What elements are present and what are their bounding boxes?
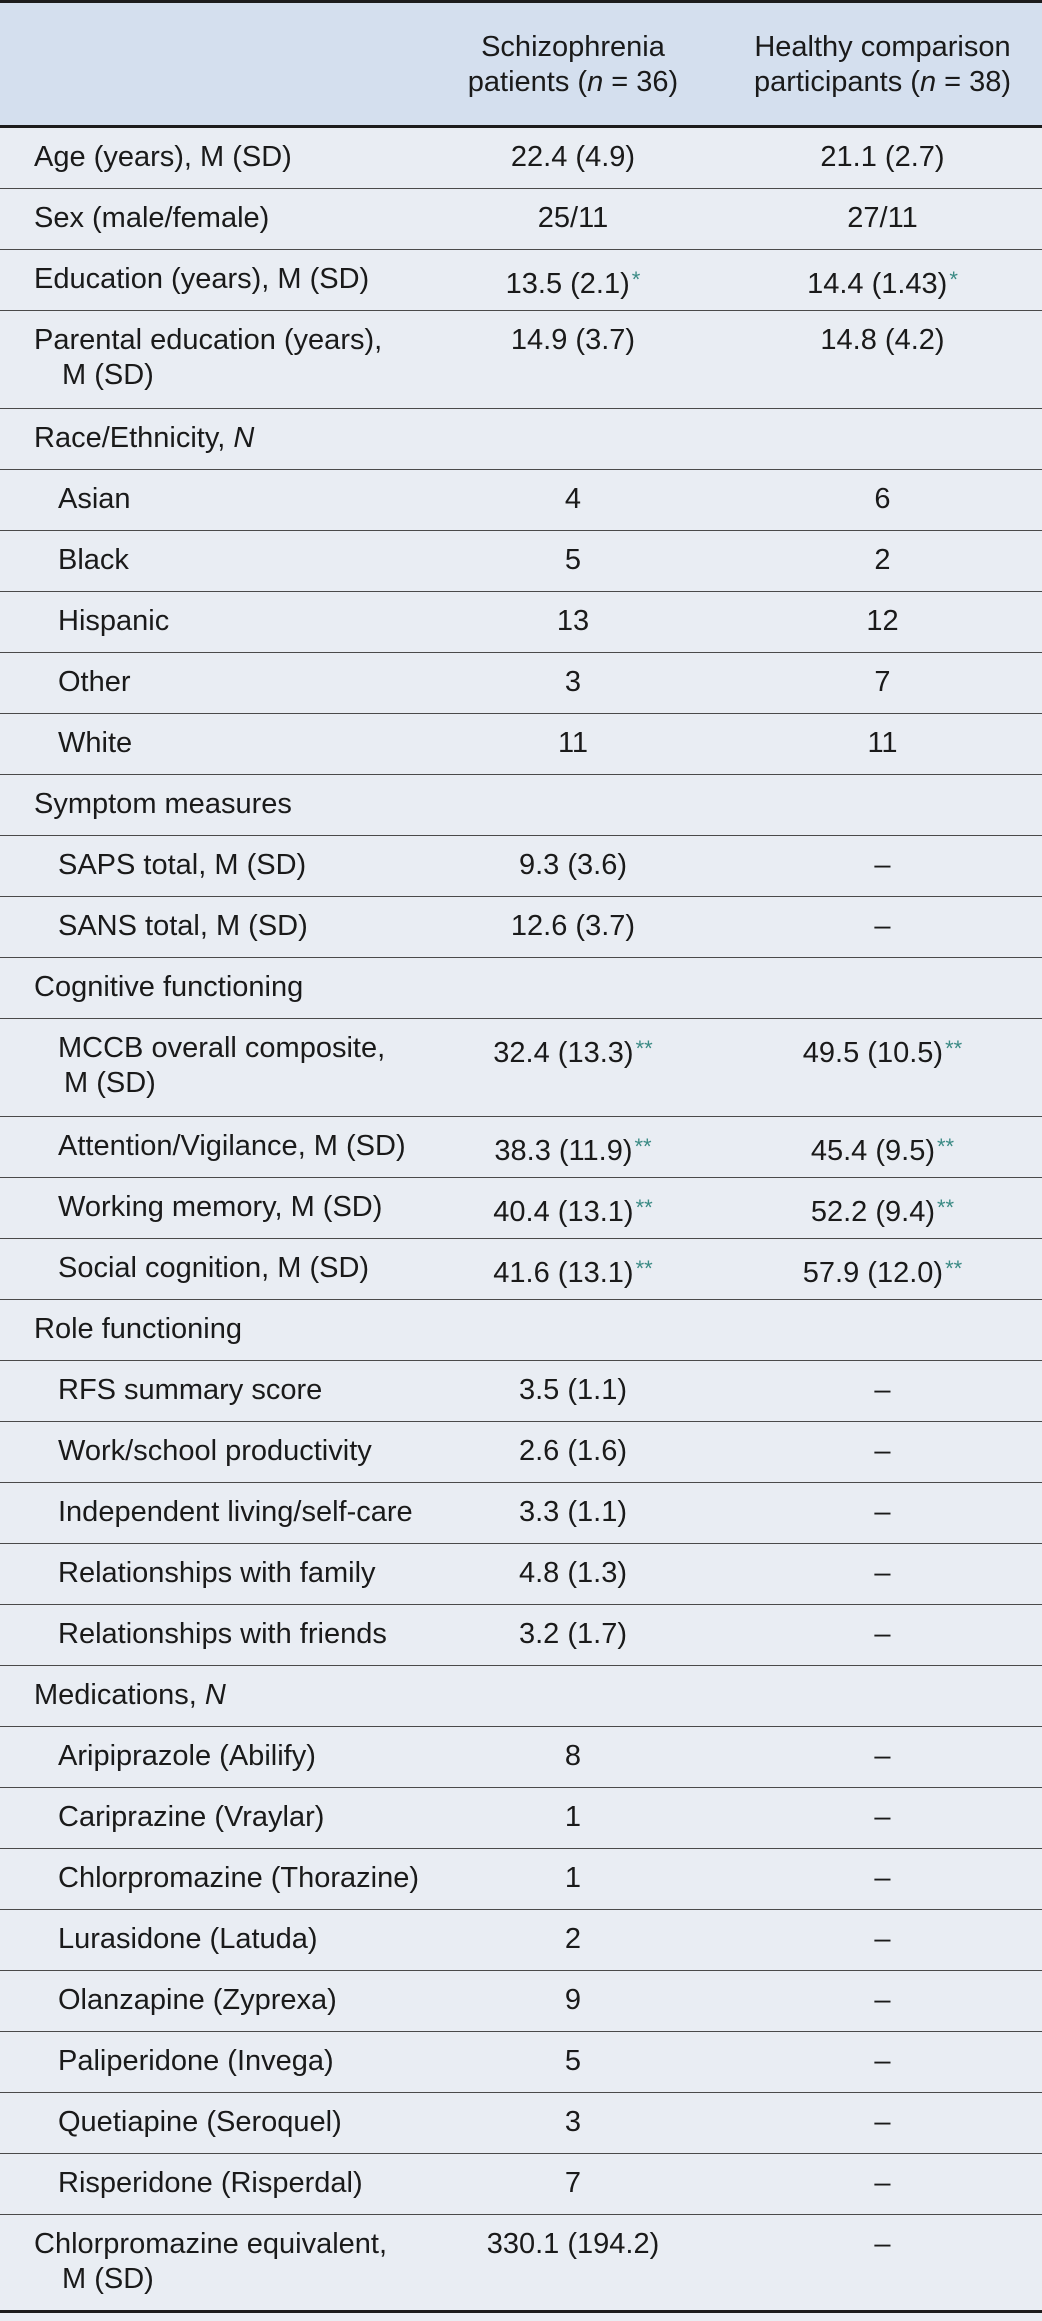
table-header (0, 0, 1042, 128)
row-hc-value: – (874, 1374, 891, 1406)
table-row (0, 1605, 1042, 1666)
row-hc-value: 6 (874, 483, 891, 515)
table-row (0, 1019, 1042, 1117)
row-hc-cell (723, 250, 1042, 310)
section-row (0, 409, 1042, 470)
row-hc-value: 52.2 (9.4) (810, 1196, 935, 1228)
row-sz-value: 25/11 (537, 202, 609, 234)
row-hc-value: – (874, 1496, 891, 1528)
table-row (0, 1117, 1042, 1178)
row-sz-value: 330.1 (194.2) (486, 2228, 660, 2260)
row-label: SAPS total, M (SD) (58, 849, 307, 881)
header-hc-line1: Healthy comparison (754, 31, 1011, 63)
row-label: Attention/Vigilance, M (SD) (58, 1130, 406, 1162)
header-sz-line1: Schizophrenia (481, 31, 665, 63)
row-sz-cell (423, 250, 723, 310)
table-row (0, 1849, 1042, 1910)
row-hc-value: – (874, 2045, 891, 2077)
table-row (0, 1422, 1042, 1483)
row-hc-value: – (874, 849, 891, 881)
row-sz-cell (423, 1239, 723, 1299)
table-row (0, 836, 1042, 897)
significance-marker: ** (635, 1036, 653, 1061)
table-row (0, 1239, 1042, 1300)
row-label-line1: Chlorpromazine equivalent, (34, 2228, 388, 2260)
row-label: Risperidone (Risperdal) (58, 2167, 363, 2199)
row-label: Work/school productivity (58, 1435, 372, 1467)
table-row (0, 897, 1042, 958)
row-label: RFS summary score (58, 1374, 323, 1406)
significance-marker: ** (945, 1036, 963, 1061)
row-sz-value: 11 (557, 727, 589, 759)
table-row (0, 714, 1042, 775)
row-hc-value: 11 (867, 727, 898, 759)
row-sz-value: 4.8 (1.3) (519, 1557, 627, 1589)
header-hc-prefix: participants ( (753, 66, 920, 98)
section-label: Role functioning (34, 1313, 242, 1345)
empty-cell (723, 409, 1042, 469)
row-hc-value: – (874, 1923, 891, 1955)
table-row (0, 1544, 1042, 1605)
row-sz-value: 41.6 (13.1) (493, 1257, 634, 1289)
row-sz-value: 3.3 (1.1) (519, 1496, 627, 1528)
table-row (0, 189, 1042, 250)
row-hc-cell (723, 1019, 1042, 1116)
row-label (0, 2215, 423, 2310)
table-row (0, 1971, 1042, 2032)
row-sz-value: 13 (556, 605, 590, 637)
header-hc-suffix: = 38) (936, 66, 1012, 98)
row-hc-value: 2 (874, 544, 891, 576)
row-sz-value: 7 (564, 2167, 582, 2199)
row-label-line2: M (SD) (64, 1067, 156, 1099)
row-hc-value: – (874, 910, 891, 942)
row-label: SANS total, M (SD) (58, 910, 308, 942)
row-label: Cariprazine (Vraylar) (58, 1801, 325, 1833)
table-row (0, 250, 1042, 311)
table-row (0, 1727, 1042, 1788)
table-row (0, 2032, 1042, 2093)
significance-marker: ** (937, 1134, 955, 1159)
row-label: Working memory, M (SD) (58, 1191, 383, 1223)
row-label: Lurasidone (Latuda) (58, 1923, 318, 1955)
row-sz-cell (423, 1019, 723, 1116)
row-sz-value: 5 (564, 544, 582, 576)
header-blank-cell (0, 3, 423, 125)
row-label: Other (58, 666, 131, 698)
significance-marker: ** (945, 1256, 963, 1281)
significance-marker: * (631, 267, 641, 292)
empty-cell (423, 958, 723, 1018)
row-hc-value: 49.5 (10.5) (802, 1037, 944, 1069)
table-row (0, 1788, 1042, 1849)
row-sz-value: 3 (564, 2106, 582, 2138)
row-label (0, 311, 423, 408)
row-sz-value: 9.3 (3.6) (519, 849, 627, 881)
row-sz-value: 5 (564, 2045, 582, 2077)
table-row (0, 2093, 1042, 2154)
row-hc-value: 45.4 (9.5) (810, 1135, 935, 1167)
table-row (0, 2215, 1042, 2313)
row-label: Age (years), M (SD) (34, 141, 292, 173)
row-sz-value: 40.4 (13.1) (493, 1196, 634, 1228)
row-label-line1: MCCB overall composite, (58, 1032, 386, 1064)
header-schizophrenia (423, 3, 723, 125)
header-sz-n: n (587, 66, 604, 98)
row-label: Education (years), M (SD) (34, 263, 370, 295)
row-sz-value: 9 (564, 1984, 582, 2016)
empty-cell (423, 409, 723, 469)
row-label (0, 1019, 423, 1116)
section-label-text: Race/Ethnicity, (34, 422, 234, 454)
row-hc-cell (723, 1117, 1042, 1177)
row-label: Olanzapine (Zyprexa) (58, 1984, 337, 2016)
row-label: Asian (58, 483, 131, 515)
row-sz-value: 32.4 (13.3) (493, 1037, 634, 1069)
section-row (0, 1666, 1042, 1727)
table-row (0, 531, 1042, 592)
row-sz-value: 12.6 (3.7) (510, 910, 636, 942)
row-label: Black (58, 544, 129, 576)
section-row (0, 1300, 1042, 1361)
row-hc-value: – (874, 1862, 891, 1894)
row-sz-value: 1 (564, 1801, 582, 1833)
row-label: Paliperidone (Invega) (58, 2045, 334, 2077)
table-row (0, 592, 1042, 653)
empty-cell (423, 1666, 723, 1726)
section-label-n: N (233, 422, 255, 454)
significance-marker: ** (635, 1256, 653, 1281)
row-hc-value: – (874, 1801, 891, 1833)
row-label: Social cognition, M (SD) (58, 1252, 370, 1284)
row-label-line1: Parental education (years), (34, 324, 383, 356)
row-hc-value: 12 (866, 605, 899, 637)
row-sz-value: 3.5 (1.1) (519, 1374, 627, 1406)
row-label: Quetiapine (Seroquel) (58, 2106, 342, 2138)
row-label: Relationships with family (58, 1557, 376, 1589)
row-hc-value: – (874, 2167, 891, 2199)
empty-cell (423, 1300, 723, 1360)
row-sz-value: 38.3 (11.9) (494, 1135, 633, 1167)
row-sz-value: 14.9 (3.7) (510, 324, 636, 356)
row-sz-cell (423, 1178, 723, 1238)
row-hc-value: 14.4 (1.43) (807, 268, 948, 300)
row-hc-value: – (874, 1740, 891, 1772)
section-row (0, 775, 1042, 836)
header-sz-suffix: = 36) (603, 66, 679, 98)
row-hc-value: 21.1 (2.7) (820, 141, 945, 173)
row-label: Relationships with friends (58, 1618, 387, 1650)
table-row (0, 128, 1042, 189)
row-hc-value: – (874, 1435, 891, 1467)
row-label-line2: M (SD) (62, 2263, 154, 2295)
table-row (0, 1361, 1042, 1422)
row-sz-cell (423, 1117, 723, 1177)
row-label: Hispanic (58, 605, 170, 637)
row-label: Chlorpromazine (Thorazine) (58, 1862, 420, 1894)
row-hc-cell (723, 1178, 1042, 1238)
row-sz-value: 3.2 (1.7) (519, 1618, 627, 1650)
row-sz-value: 4 (564, 483, 582, 515)
row-hc-value: – (874, 2106, 891, 2138)
row-hc-value: – (874, 1984, 891, 2016)
significance-marker: ** (634, 1134, 652, 1159)
table-row (0, 311, 1042, 409)
table-row (0, 1483, 1042, 1544)
header-hc-n: n (919, 66, 937, 98)
row-sz-value: 8 (564, 1740, 582, 1772)
significance-marker: * (949, 267, 958, 292)
section-label: Cognitive functioning (34, 971, 304, 1003)
row-label: Independent living/self-care (58, 1496, 413, 1528)
row-label: White (58, 727, 133, 759)
row-hc-value: 27/11 (847, 202, 918, 234)
significance-marker: ** (635, 1195, 653, 1220)
row-sz-value: 2 (564, 1923, 582, 1955)
row-hc-cell (723, 1239, 1042, 1299)
row-hc-value: – (874, 1557, 891, 1589)
table-row (0, 1910, 1042, 1971)
empty-cell (723, 1666, 1042, 1726)
row-sz-value: 22.4 (4.9) (510, 141, 636, 173)
header-healthy (723, 3, 1042, 125)
significance-marker: ** (937, 1195, 955, 1220)
row-sz-value: 1 (564, 1862, 582, 1894)
row-label: Sex (male/female) (34, 202, 270, 234)
row-hc-value: – (874, 1618, 891, 1650)
section-row (0, 958, 1042, 1019)
empty-cell (723, 1300, 1042, 1360)
row-sz-value: 2.6 (1.6) (519, 1435, 627, 1467)
header-sz-prefix: patients ( (467, 66, 588, 98)
row-label: Aripiprazole (Abilify) (58, 1740, 316, 1772)
row-hc-value: 14.8 (4.2) (820, 324, 945, 356)
section-label-n: N (204, 1679, 226, 1711)
empty-cell (423, 775, 723, 835)
table-row (0, 653, 1042, 714)
section-label (0, 1666, 423, 1726)
row-sz-value: 13.5 (2.1) (505, 268, 630, 300)
section-label (0, 409, 423, 469)
row-hc-value: 57.9 (12.0) (802, 1257, 944, 1289)
table-row (0, 1178, 1042, 1239)
table-row (0, 470, 1042, 531)
table-row (0, 2154, 1042, 2215)
section-label-text: Medications, (34, 1679, 205, 1711)
row-hc-value: 7 (874, 666, 891, 698)
row-label-line2: M (SD) (62, 359, 154, 391)
row-sz-value: 3 (564, 666, 582, 698)
section-label: Symptom measures (34, 788, 292, 820)
empty-cell (723, 775, 1042, 835)
empty-cell (723, 958, 1042, 1018)
row-hc-value: – (874, 2228, 891, 2260)
